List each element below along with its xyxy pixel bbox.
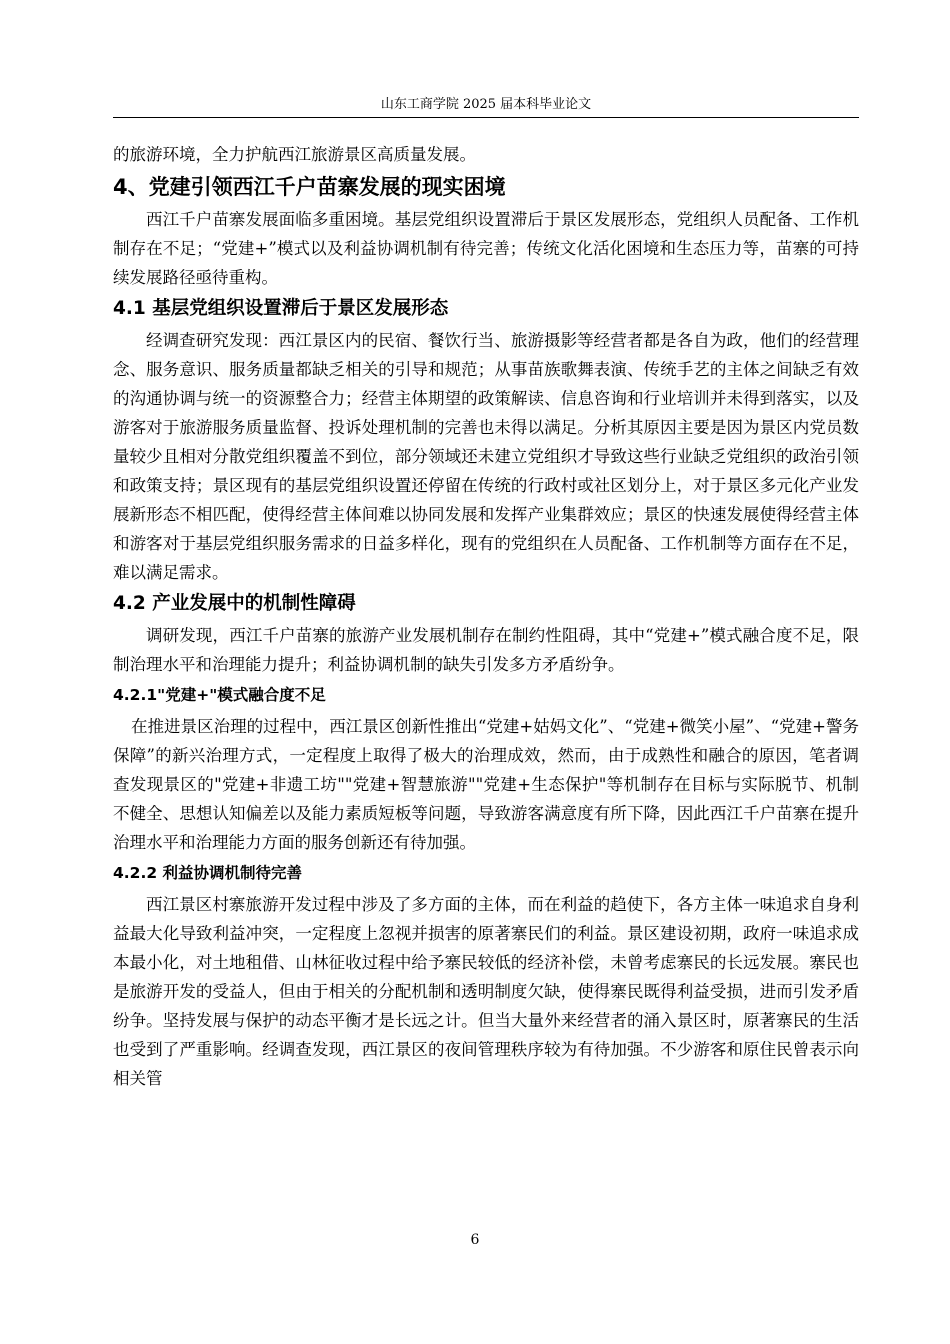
subsubsection-heading: 4.2.2 利益协调机制待完善 (113, 864, 303, 882)
paragraph: 经调查研究发现：西江景区内的民宿、餐饮行当、旅游摄影等经营者都是各自为政，他们的经营理念、服务意识、服务质量都缺乏相关的引导和规范；从事苗族歌舞表演、传统手艺的主体之间缺乏有效的沟通协调与统一的资源整合力；经营主体期望的政策解读、信息咨询和行业培训并未得到落实，以及游客对于旅游服务质量监督、投诉处理机制的完善也未得以满足。分析其原因主要是因为景区内党员数量较少且相对分散党组织覆盖不到位，部分领域还未建立党组织才导致这些行业缺乏党组织的政治引领和政策支持；景区现有的基层党组织设置还停留在传统的行政村或社区划分上，对于景区多元化产业发展新形态不相匹配，使得经营主体间难以协同发展和发挥产业集群效应；景区的快速发展使得经营主体和游客对于基层党组织服务需求的日益多样化，现有的党组织在人员配备、工作机制等方面存在不足，难以满足需求。 (113, 331, 859, 582)
paragraph: 的旅游环境，全力护航西江旅游景区高质量发展。 (113, 145, 476, 164)
paragraph: 调研发现，西江千户苗寨的旅游产业发展机制存在制约性阻碍，其中“党建+”模式融合度不足，限制治理水平和治理能力提升；利益协调机制的缺失引发多方矛盾纷争。 (113, 626, 859, 674)
subsection-heading: 4.1 基层党组织设置滞后于景区发展形态 (113, 298, 449, 319)
paragraph: 西江景区村寨旅游开发过程中涉及了多方面的主体，而在利益的趋使下，各方主体一味追求自身利益最大化导致利益冲突，一定程度上忽视并损害的原著寨民们的利益。景区建设初期，政府一味追求成本最小化，对土地租借、山林征收过程中给予寨民较低的经济补偿，未曾考虑寨民的长远发展。寨民也是旅游开发的受益人，但由于相关的分配机制和透明制度欠缺，使得寨民既得利益受损，进而引发矛盾纷争。坚持发展与保护的动态平衡才是长远之计。但当大量外来经营者的涌入景区时，原著寨民的生活也受到了严重影响。经调查发现，西江景区的夜间管理秩序较为有待加强。不少游客和原住民曾表示向相关管 (113, 895, 859, 1088)
section-heading: 4、党建引领西江千户苗寨发展的现实困境 (113, 175, 506, 199)
subsubsection-heading: 4.2.1"党建+"模式融合度不足 (113, 686, 326, 704)
subsection-heading: 4.2 产业发展中的机制性障碍 (113, 593, 356, 614)
page-content (113, 140, 859, 1093)
page-number: 6 (470, 1232, 480, 1248)
running-header: 山东工商学院 2025 届本科毕业论文 (113, 96, 859, 118)
paragraph: 西江千户苗寨发展面临多重困境。基层党组织设置滞后于景区发展形态，党组织人员配备、工作机制存在不足；“党建+”模式以及利益协调机制有待完善；传统文化活化困境和生态压力等，苗寨的可持续发展路径亟待重构。 (113, 210, 859, 287)
paragraph: 在推进景区治理的过程中，西江景区创新性推出“党建+姑妈文化”、“党建+微笑小屋”、“党建+警务保障”的新兴治理方式，一定程度上取得了极大的治理成效，然而，由于成熟性和融合的原因，笔者调查发现景区的"党建+非遗工坊""党建+智慧旅游""党建+生态保护"等机制存在目标与实际脱节、机制不健全、思想认知偏差以及能力素质短板等问题，导致游客满意度有所下降，因此西江千户苗寨在提升治理水平和治理能力方面的服务创新还有待加强。 (113, 717, 859, 852)
